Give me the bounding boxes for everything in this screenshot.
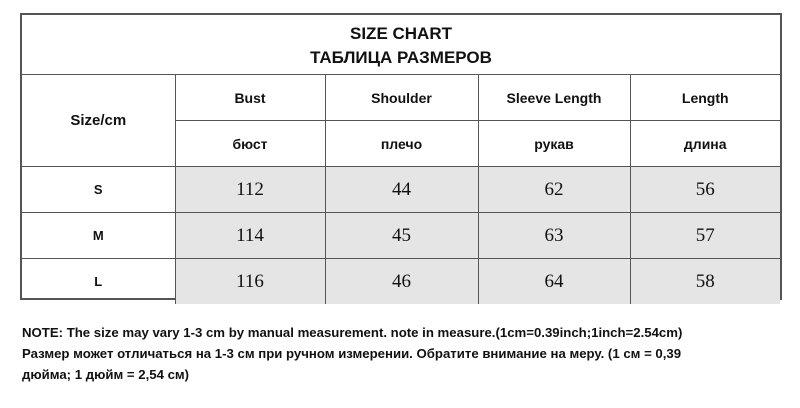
value-cell: 116 [175,259,325,305]
title-russian: ТАБЛИЦА РАЗМЕРОВ [310,48,492,67]
col-header-length: Length [630,75,780,121]
value-cell: 112 [175,167,325,213]
value-cell: 63 [478,213,630,259]
col-header-sleeve-ru: рукав [478,121,630,167]
size-label: S [22,167,175,213]
note-russian-line1: Размер может отличаться на 1-3 см при ручном измерении. Обратите внимание на меру. (1 см = 0,39 [22,346,682,361]
col-header-shoulder: Shoulder [325,75,478,121]
value-cell: 46 [325,259,478,305]
value-cell: 64 [478,259,630,305]
value-cell: 57 [630,213,780,259]
col-header-bust-ru: бюст [175,121,325,167]
value-cell: 58 [630,259,780,305]
col-header-length-ru: длина [630,121,780,167]
title-english: SIZE CHART [350,24,452,43]
value-cell: 45 [325,213,478,259]
col-header-bust: Bust [175,75,325,121]
col-header-shoulder-ru: плечо [325,121,478,167]
size-cm-header: Size/cm [22,75,175,167]
note-english: NOTE: The size may vary 1-3 cm by manual measurement. note in measure.(1cm=0.39inch;1inch=2.54cm) [22,325,683,340]
table-row [22,213,780,259]
measurement-note [22,322,792,385]
size-label: M [22,213,175,259]
chart-title [22,15,780,75]
size-chart [20,13,782,300]
value-cell: 56 [630,167,780,213]
note-russian-line2: дюйма; 1 дюйм = 2,54 см) [22,367,190,382]
value-cell: 114 [175,213,325,259]
size-label: L [22,259,175,305]
header-row-english [22,75,780,121]
value-cell: 62 [478,167,630,213]
size-table [22,75,780,304]
table-row [22,259,780,305]
value-cell: 44 [325,167,478,213]
col-header-sleeve-length: Sleeve Length [478,75,630,121]
table-row [22,167,780,213]
